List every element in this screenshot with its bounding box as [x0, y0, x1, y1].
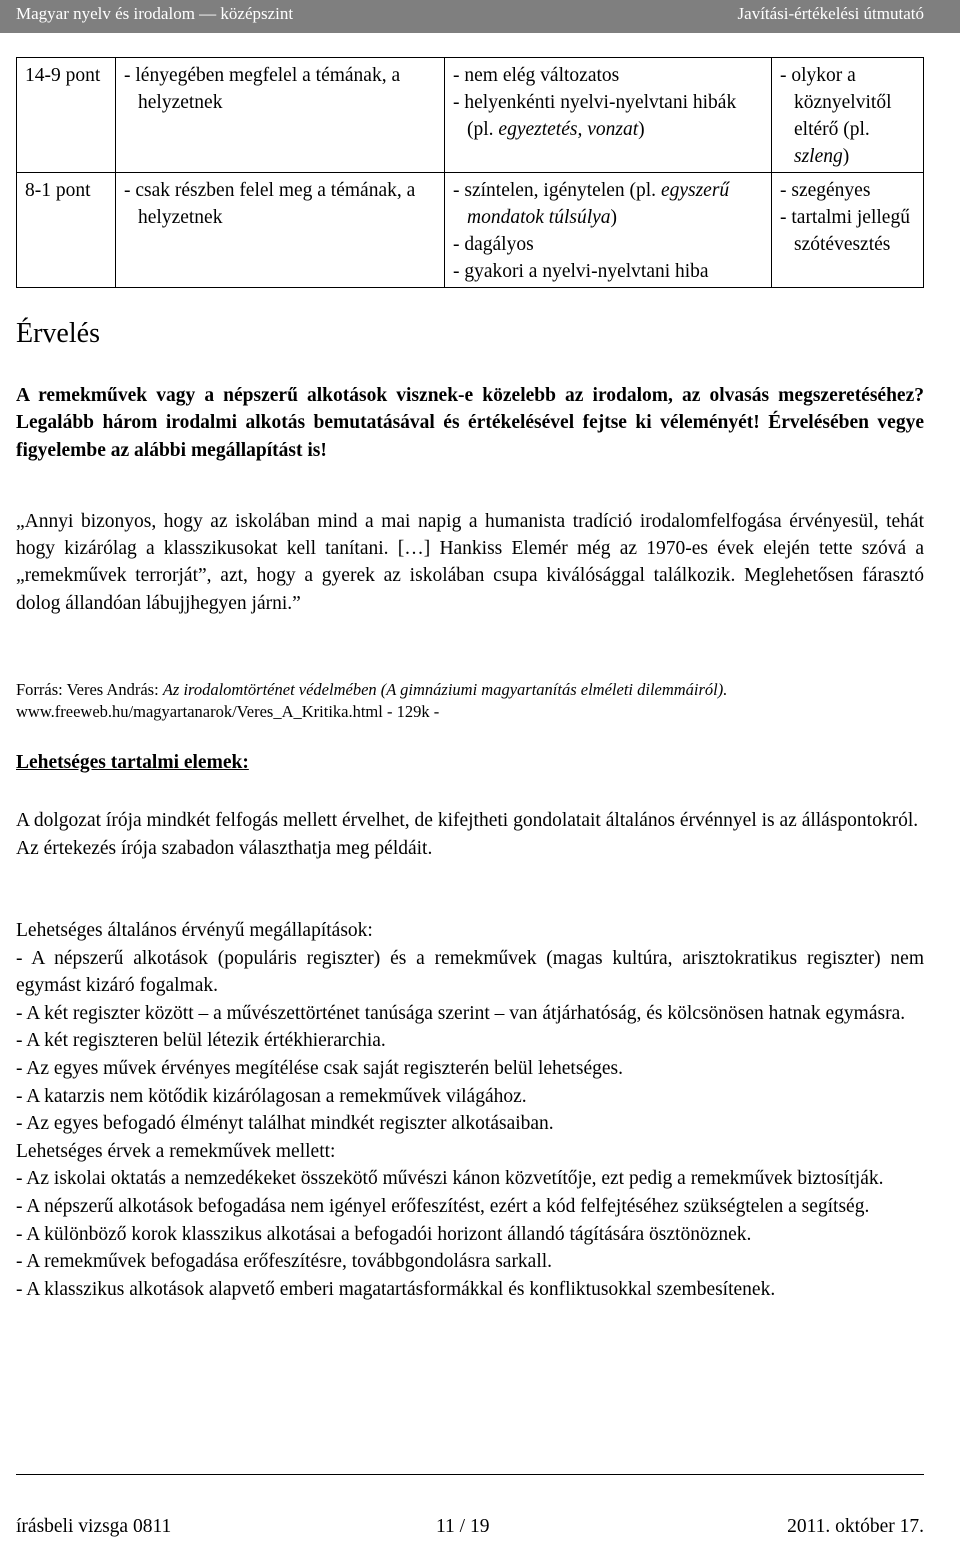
intro-paragraph: Az értekezés írója szabadon választhatja meg példáit.	[16, 837, 433, 859]
task-text: A remekművek vagy a népszerű alkotások visznek-e közelebb az irodalom, az olvasás megszeretéséhez? Legalább három irodalmi alkotás bemutatásával és értékelésével fejtse ki véleményét! Érvelésében vegye figyelembe az alábbi megállapítást is!	[16, 385, 924, 461]
italic-example: egyeztetés, vonzat	[498, 119, 639, 140]
source-prefix: Forrás: Veres András:	[16, 680, 163, 699]
table-row	[17, 58, 924, 173]
content-cell	[116, 173, 445, 288]
quote-text: „Annyi bizonyos, hogy az iskolában mind a mai napig a humanista tradíció irodalomfelfogása érvényesül, tehát hogy kizárólag a klasszikusokat kell tanítani. […] Hankiss Elemér még az 1970-es évek elején tette szóvá a „remekművek terrorját”, azt, hogy a gyerek az iskolában csupa kiválósággal találkozik. Meglehetősen fárasztó dolog állandóan lábujjhegyen járni.”	[16, 511, 924, 614]
register-cell	[772, 173, 924, 288]
list-item: - helyenkénti nyelvi-nyelvtani hibák (pl. egyeztetés, vonzat)	[453, 92, 737, 140]
list-item: - lényegében megfelel a témának, a helyzetnek	[124, 65, 401, 113]
source-url: www.freeweb.hu/magyartanarok/Veres_A_Kritika.html - 129k -	[16, 702, 440, 721]
footer-page-number: 11 / 19	[436, 1516, 490, 1537]
list-item: - A két regiszteren belül létezik értékhierarchia.	[16, 1030, 386, 1052]
list-item: - nem elég változatos	[453, 65, 620, 86]
list-item: - színtelen, igénytelen (pl. egyszerű mondatok túlsúlya)	[453, 180, 730, 228]
list-item: - csak részben felel meg a témának, a helyzetnek	[124, 180, 416, 228]
list-item: - A remekművek befogadása erőfeszítésre, továbbgondolásra sarkall.	[16, 1251, 553, 1273]
arguments-heading: Lehetséges érvek a remekművek mellett:	[16, 1140, 336, 1162]
header-doc-type: Javítási-értékelési útmutató	[737, 4, 924, 23]
section-title: Érvelés	[16, 318, 100, 349]
list-item: - tartalmi jellegű szótévesztés	[780, 207, 910, 255]
list-item: - szegényes	[780, 180, 871, 201]
list-item: - A katarzis nem kötődik kizárólagosan a remekművek világához.	[16, 1085, 527, 1107]
list-item: - A különböző korok klasszikus alkotásai a befogadói horizont állandó tágítására ösztönöznek.	[16, 1223, 752, 1245]
source-citation	[16, 679, 924, 723]
footer-exam-code: írásbeli vizsga 0811	[16, 1516, 172, 1537]
list-item: - A klasszikus alkotások alapvető emberi magatartásformákkal és konfliktusokkal szembesítenek.	[16, 1278, 776, 1300]
list-item: - gyakori a nyelvi-nyelvtani hiba	[453, 261, 709, 282]
footer-date: 2011. október 17.	[787, 1516, 924, 1537]
scoring-table	[16, 57, 924, 288]
content-elements	[16, 917, 924, 1303]
list-item: - Az iskolai oktatás a nemzedékeket összekötő művészi kánon közvetítője, ezt pedig a remekművek biztosítják.	[16, 1168, 884, 1190]
style-cell	[445, 58, 772, 173]
list-item: - dagályos	[453, 234, 534, 255]
points-label: 8-1 pont	[25, 180, 91, 201]
points-cell	[17, 173, 116, 288]
list-item: - A népszerű alkotások (populáris regiszter) és a remekművek (magas kultúra, arisztokratikus regiszter) nem egymást kizáró fogalmak.	[16, 947, 924, 997]
points-cell	[17, 58, 116, 173]
list-item: - A két regiszter között – a művészettörténet tanúsága szerint – van átjárhatóság, és kölcsönösen hatnak egymásra.	[16, 1002, 906, 1024]
general-heading: Lehetséges általános érvényű megállapítások:	[16, 920, 373, 941]
intro-paragraph: A dolgozat írója mindkét felfogás mellett érvelhet, de kifejtheti gondolatait általános érvénnyel is az álláspontokról.	[16, 810, 919, 831]
content-cell	[116, 58, 445, 173]
intro-text	[16, 807, 924, 862]
list-item: - Az egyes befogadó élményt találhat mindkét regiszter alkotásaiban.	[16, 1113, 554, 1135]
style-cell	[445, 173, 772, 288]
list-item: - A népszerű alkotások befogadása nem igényel erőfeszítést, ezért a kód felfejtéséhez szükségtelen a segítség.	[16, 1195, 870, 1217]
footer-divider	[16, 1474, 924, 1475]
elements-heading: Lehetséges tartalmi elemek:	[16, 752, 249, 773]
table-row	[17, 173, 924, 288]
list-item: - olykor a köznyelvitől eltérő (pl. szleng)	[780, 65, 892, 167]
list-item: - Az egyes művek érvényes megítélése csak saját regiszterén belül lehetséges.	[16, 1057, 623, 1079]
source-title: Az irodalomtörténet védelmében (A gimnáziumi magyartanítás elméleti dilemmáiról).	[162, 680, 728, 699]
register-cell	[772, 58, 924, 173]
header-subject: Magyar nyelv és irodalom — középszint	[16, 4, 294, 23]
page-header	[0, 0, 960, 33]
points-label: 14-9 pont	[25, 65, 101, 86]
